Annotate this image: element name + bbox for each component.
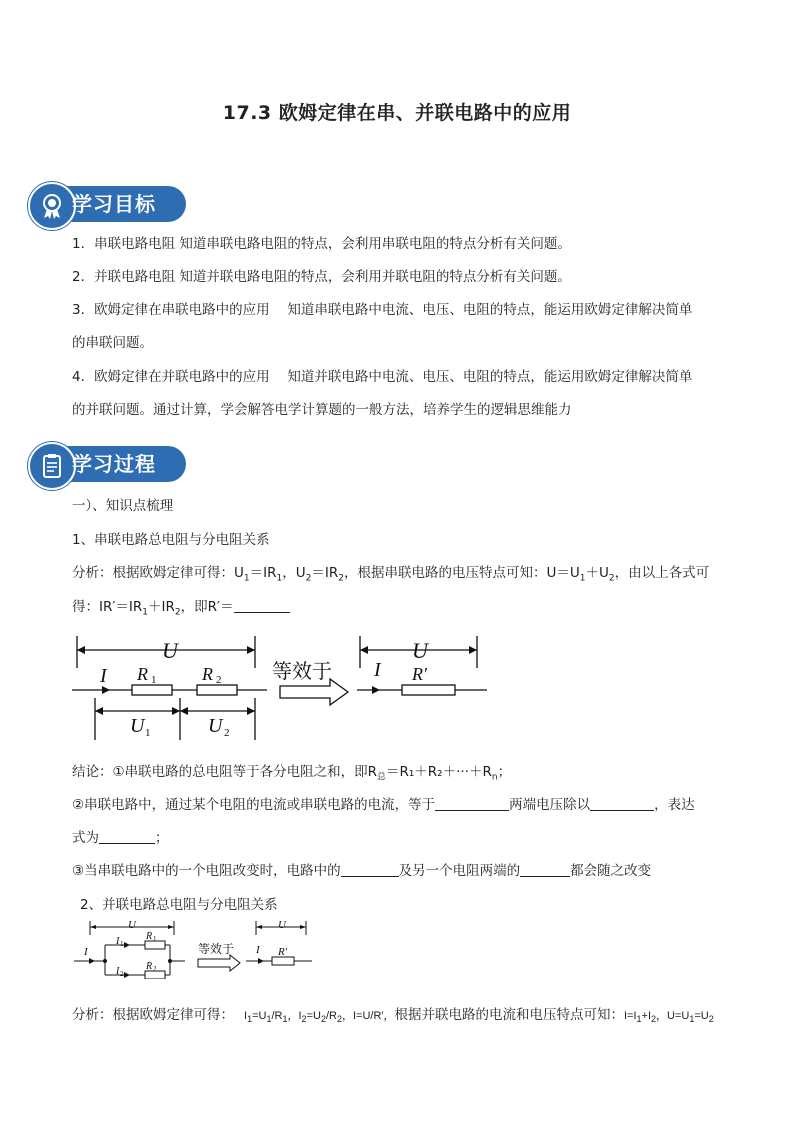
svg-text:1: 1 <box>120 940 124 948</box>
goal-4-cont: 的并联问题。通过计算，学会解答电学计算题的一般方法，培养学生的逻辑思维能力 <box>72 402 572 418</box>
answer-blank[interactable] <box>341 862 399 877</box>
svg-text:2: 2 <box>120 970 124 978</box>
voltage-label: U <box>162 638 178 663</box>
section-1-analysis-cont: 得：$IR'=IR_1+IR_2$，即R′＝ <box>72 597 722 623</box>
voltage-label: U <box>128 919 136 931</box>
equivalence-label: 等效于 <box>272 659 332 683</box>
svg-text:1: 1 <box>151 674 157 686</box>
section-label: 学习过程 <box>72 452 156 476</box>
goal-3: 3．欧姆定律在串联电路中的应用 知道串联电路中电流、电压、电阻的特点，能运用欧姆定律解决简单 <box>72 302 693 318</box>
conclusion-2-cont: 式为 ； <box>72 830 169 846</box>
equivalent-voltage-label: U <box>278 919 286 931</box>
goal-3-cont: 的串联问题。 <box>72 335 153 351</box>
section-2-title: 2、并联电路总电阻与分电阻关系 <box>80 897 278 913</box>
voltage-2-label: U <box>208 715 223 737</box>
svg-text:1: 1 <box>145 727 151 739</box>
knowledge-heading: 一）、知识点梳理 <box>72 498 174 514</box>
svg-text:2: 2 <box>216 674 222 686</box>
answer-blank[interactable] <box>435 796 509 811</box>
section-banner-goals <box>28 182 186 226</box>
equivalence-label: 等效于 <box>198 942 235 956</box>
current-1-label: I <box>116 936 120 947</box>
conclusion-1: 结论：①串联电路的总电阻等于各分电阻之和，即$R_总=R_1+R_2+\cdot\cdot\cdot+R_n$； <box>72 764 512 783</box>
goal-4: 4．欧姆定律在并联电路中的应用 知道并联电路中电流、电压、电阻的特点，能运用欧姆定律解决简单 <box>72 369 693 385</box>
goal-2: 2．并联电路电阻 知道并联电路电阻的特点，会利用并联电阻的特点分析有关问题。 <box>72 269 571 285</box>
parallel-relations: $I=I_1+I_2$，$U=U_1=U_2$ <box>623 1010 714 1025</box>
clipboard-checklist-icon <box>28 442 76 490</box>
equivalent-current-label: I <box>374 659 381 681</box>
answer-blank[interactable] <box>99 829 155 844</box>
conclusion-2: ②串联电路中，通过某个电阻的电流或串联电路的电流，等于 两端电压除以 ，表达 <box>72 797 695 813</box>
current-2-label: I <box>116 966 120 977</box>
ohm-law-formulas: $I_1=U_1/R_1$，$I_2=U_2/R_2$，I=U/R′， <box>244 1010 395 1025</box>
voltage-1-label: U <box>130 715 145 737</box>
svg-text:2: 2 <box>153 965 157 973</box>
resistor-2-label: R <box>146 961 153 972</box>
svg-text:2: 2 <box>224 727 230 739</box>
equivalence-arrow-icon <box>198 955 240 971</box>
current-label: I <box>100 665 107 687</box>
equivalent-current-label: I <box>256 944 260 956</box>
answer-blank[interactable] <box>234 598 290 613</box>
answer-blank[interactable] <box>590 796 654 811</box>
page-title: 17.3 欧姆定律在串、并联电路中的应用 <box>222 102 572 124</box>
resistor-1-label: R <box>137 664 148 684</box>
section-1-title: 1、串联电路总电阻与分电阻关系 <box>72 532 270 548</box>
goal-1: 1．串联电路电阻 知道串联电路电阻的特点，会利用串联电阻的特点分析有关问题。 <box>72 236 571 252</box>
current-label: I <box>84 946 88 958</box>
section-banner-process <box>28 442 186 486</box>
svg-text:1: 1 <box>153 935 157 943</box>
resistor-2-label: R <box>202 664 213 684</box>
series-circuit-diagram <box>62 628 502 748</box>
section-2-analysis: 分析：根据欧姆定律可得： $I_1=U_1/R_1$，$I_2=U_2/R_2$，I=U/R′，根据并联电路的电流和电压特点可知：$I=I_1+I_2$，$U=U_1=U_2$ <box>72 1007 714 1025</box>
equivalent-resistor-label: R′ <box>278 946 288 958</box>
section-label: 学习目标 <box>72 192 156 216</box>
resistor-1-label: R <box>146 931 153 942</box>
parallel-circuit-diagram <box>70 917 320 979</box>
section-1-analysis: 分析：根据欧姆定律可得：$U_1=IR_1$，$U_2=IR_2$，根据串联电路的电压特点可知：$U=U_1+U_2$，由以上各式可 <box>72 565 710 584</box>
equivalent-voltage-label: U <box>412 638 428 663</box>
answer-blank[interactable] <box>520 862 570 877</box>
conclusion-3: ③当串联电路中的一个电阻改变时，电路中的 及另一个电阻两端的 都会随之改变 <box>72 863 652 879</box>
award-ribbon-icon <box>28 182 76 230</box>
equivalent-resistor-label: R′ <box>412 664 427 684</box>
